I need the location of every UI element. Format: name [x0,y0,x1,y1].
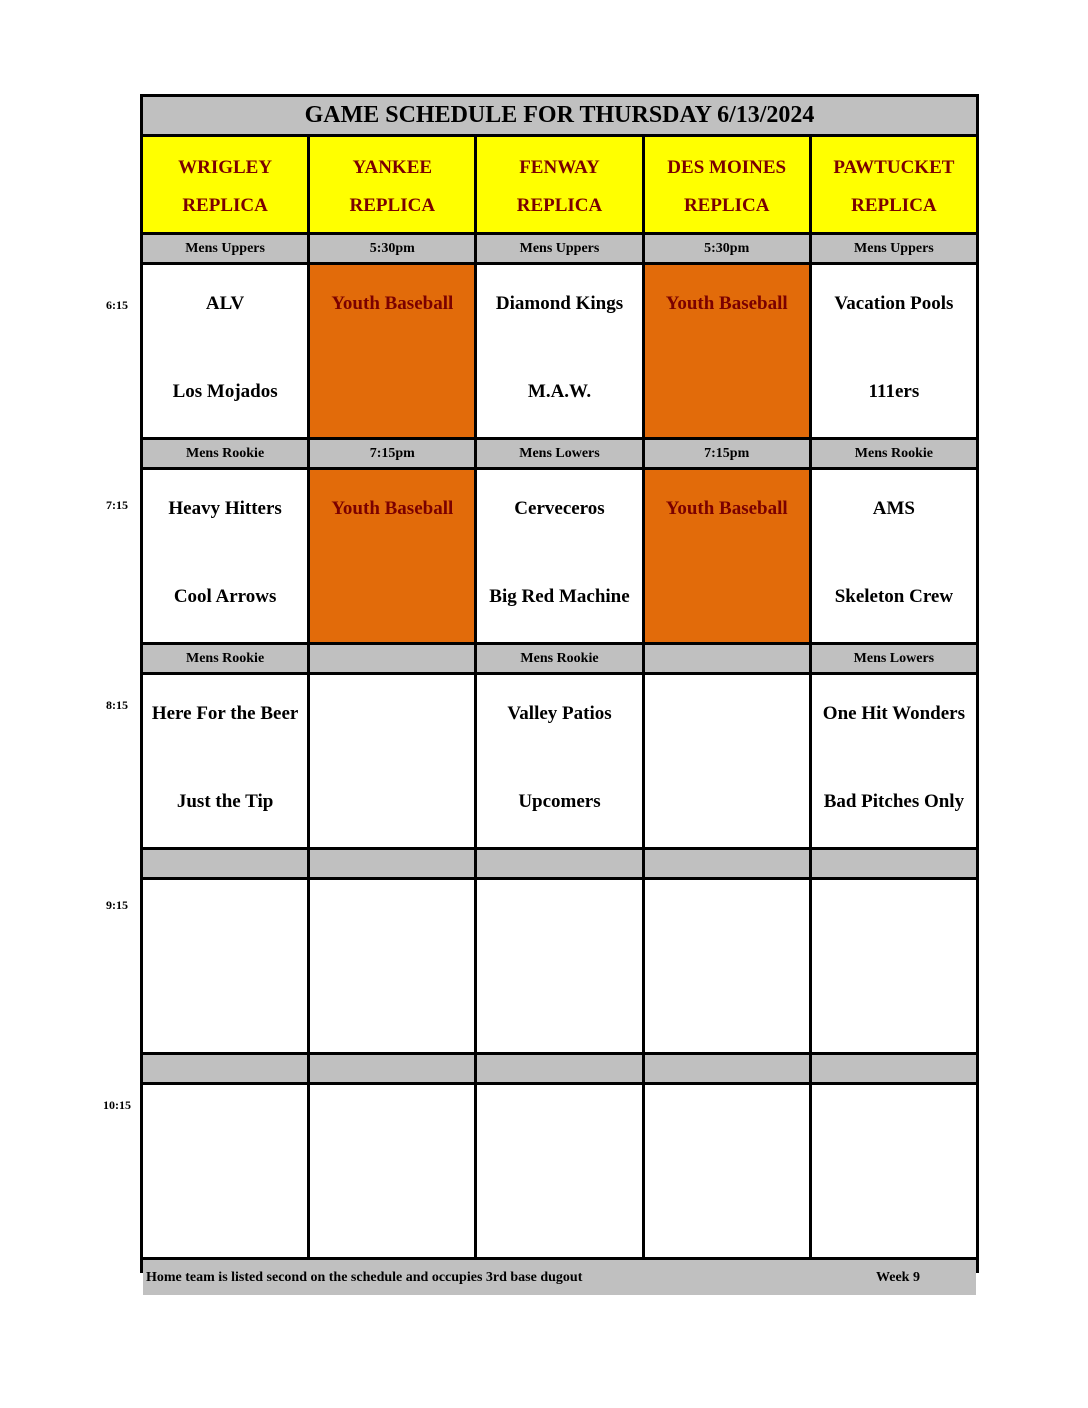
away-team: Youth Baseball [665,498,788,519]
field-header [143,137,307,232]
time-label: 7:15 [106,498,128,512]
game-slot [143,265,307,437]
home-team: Cool Arrows [173,586,277,607]
game-slot [477,675,641,847]
division-label [812,850,976,877]
game-slot [645,880,809,1052]
division-label [645,645,809,672]
game-slot [310,675,474,847]
division-label: 5:30pm [645,235,809,262]
division-label [477,1055,641,1082]
field-type: REPLICA [851,195,937,216]
game-slot [812,675,976,847]
game-slot [645,1085,809,1257]
division-label: Mens Rookie [812,440,976,467]
division-label [477,850,641,877]
schedule-grid [143,97,976,1285]
game-slot [812,880,976,1052]
game-slot [812,1085,976,1257]
footer-note: Home team is listed second on the schedule and occupies 3rd base dugout [146,1269,583,1285]
game-slot [812,265,976,437]
division-label: Mens Lowers [477,440,641,467]
division-label [645,850,809,877]
home-team: Upcomers [518,791,601,812]
game-slot [143,880,307,1052]
game-slot [310,880,474,1052]
week-label: Week 9 [876,1269,920,1285]
away-team: Diamond Kings [495,293,624,314]
division-label: 7:15pm [645,440,809,467]
division-label: Mens Uppers [477,235,641,262]
field-name: YANKEE [352,157,433,178]
game-slot [310,470,474,642]
game-slot [477,1085,641,1257]
field-type: REPLICA [182,195,268,216]
field-type: REPLICA [683,195,770,216]
game-slot [812,470,976,642]
home-team: 111ers [868,381,920,402]
field-type: REPLICA [516,195,603,216]
schedule-title: GAME SCHEDULE FOR THURSDAY 6/13/2024 [143,97,976,134]
field-header [477,137,641,232]
game-slot [143,470,307,642]
game-slot [477,880,641,1052]
time-label: 9:15 [106,898,128,912]
division-label: Mens Rookie [477,645,641,672]
field-header [812,137,976,232]
time-label: 6:15 [106,298,128,312]
field-header [310,137,474,232]
schedule-footer [143,1260,976,1295]
schedule-sheet [140,94,979,1285]
division-label [812,1055,976,1082]
game-slot [645,675,809,847]
away-team: Cerveceros [514,498,605,519]
field-name: PAWTUCKET [833,157,955,178]
home-team: M.A.W. [527,381,592,402]
home-team: Big Red Machine [489,586,630,607]
division-label: Mens Rookie [143,645,307,672]
division-label [645,1055,809,1082]
game-slot [645,265,809,437]
game-slot [310,265,474,437]
home-team: Just the Tip [176,791,274,812]
division-label: Mens Lowers [812,645,976,672]
home-team: Los Mojados [172,381,278,402]
game-slot [310,1085,474,1257]
field-header [645,137,809,232]
game-slot [477,265,641,437]
away-team: Valley Patios [507,703,612,724]
away-team: AMS [872,498,915,519]
division-label [310,850,474,877]
game-slot [645,470,809,642]
away-team: One Hit Wonders [822,703,965,724]
division-label: 5:30pm [310,235,474,262]
division-label: Mens Rookie [143,440,307,467]
field-name: DES MOINES [667,157,787,178]
field-type: REPLICA [349,195,436,216]
away-team: ALV [205,293,245,314]
home-team: Skeleton Crew [834,586,954,607]
division-label: Mens Uppers [812,235,976,262]
away-team: Here For the Beer [151,703,299,724]
away-team: Vacation Pools [834,293,954,314]
home-team: Bad Pitches Only [823,791,965,812]
division-label [310,645,474,672]
division-label: 7:15pm [310,440,474,467]
away-team: Youth Baseball [331,498,454,519]
division-label [143,850,307,877]
game-slot [477,470,641,642]
away-team: Heavy Hitters [168,498,282,519]
division-label [310,1055,474,1082]
away-team: Youth Baseball [331,293,454,314]
game-slot [143,675,307,847]
time-label: 10:15 [103,1098,131,1112]
division-label [143,1055,307,1082]
field-name: FENWAY [519,157,600,178]
field-name: WRIGLEY [178,157,273,178]
game-slot [143,1085,307,1257]
away-team: Youth Baseball [665,293,788,314]
time-label: 8:15 [106,698,128,712]
division-label: Mens Uppers [143,235,307,262]
